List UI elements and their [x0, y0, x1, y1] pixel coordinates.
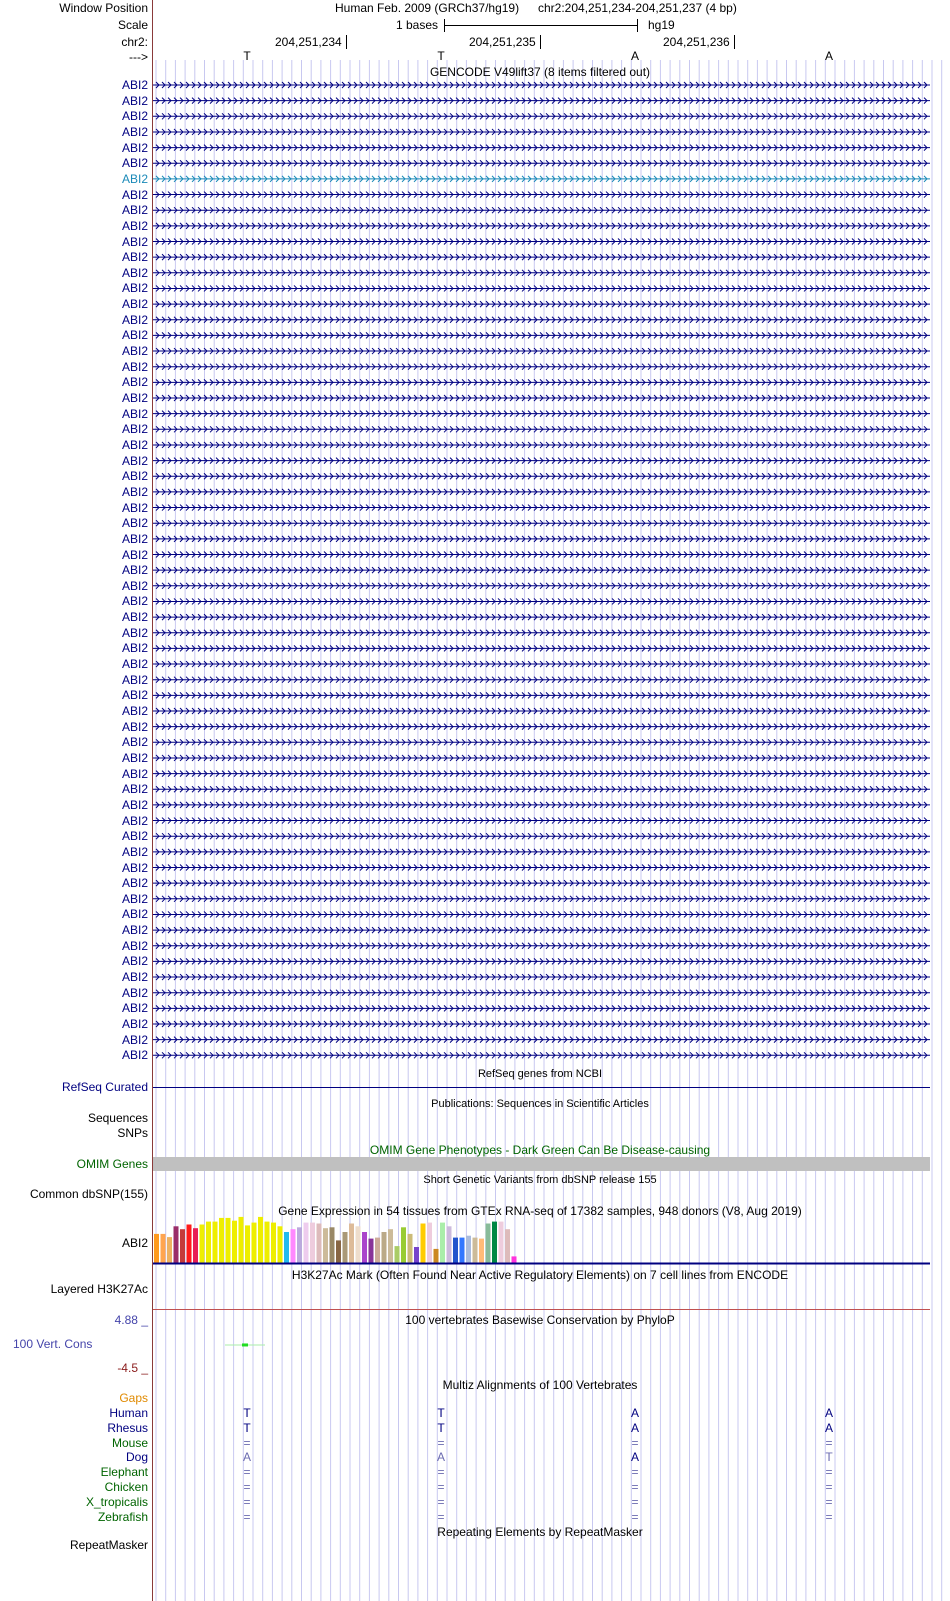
multiz-base: =	[631, 1465, 639, 1480]
gtex-tissue-bar	[479, 1239, 484, 1263]
gencode-transcript-label[interactable]: ABI2	[121, 860, 148, 875]
multiz-base: =	[825, 1435, 833, 1450]
refseq-line[interactable]	[153, 1087, 930, 1088]
gtex-tissue-bar	[447, 1226, 452, 1263]
gtex-tissue-bar	[453, 1238, 458, 1263]
gtex-tissue-bar	[245, 1225, 250, 1263]
gencode-transcript-label[interactable]: ABI2	[121, 985, 148, 1000]
multiz-base: =	[437, 1435, 445, 1450]
publications-sequences-label[interactable]: Sequences	[87, 1111, 148, 1125]
gencode-transcript-label[interactable]: ABI2	[121, 297, 148, 312]
gtex-tissue-bar	[174, 1226, 179, 1263]
scale-bar-left-tick	[444, 19, 445, 32]
gtex-tissue-bar	[356, 1226, 361, 1263]
coord-tick	[540, 35, 541, 49]
gtex-tissue-bar	[239, 1217, 244, 1263]
gtex-tissue-bar	[466, 1236, 471, 1263]
gencode-transcript-label[interactable]: ABI2	[121, 375, 148, 390]
phylop-plot[interactable]	[153, 1320, 930, 1375]
multiz-species-label[interactable]: Dog	[125, 1450, 148, 1465]
ref-base: A	[630, 49, 640, 63]
gtex-tissue-bar	[213, 1222, 218, 1263]
strand-label: --->	[129, 50, 148, 64]
gencode-transcript-label[interactable]: ABI2	[121, 469, 148, 484]
gtex-tissue-bar	[284, 1232, 289, 1263]
gtex-tissue-bar	[349, 1224, 354, 1264]
gencode-transcript-label[interactable]: ABI2	[121, 1048, 148, 1063]
multiz-base: A	[824, 1406, 834, 1420]
gencode-transcript-label[interactable]: ABI2	[121, 594, 148, 609]
gencode-transcript-label[interactable]: ABI2	[121, 516, 148, 531]
gtex-tissue-bar	[486, 1224, 491, 1264]
gtex-tissue-bar	[395, 1246, 400, 1263]
gencode-transcript-label[interactable]: ABI2	[121, 187, 148, 202]
gencode-transcripts[interactable]	[153, 78, 930, 1068]
h3k27ac-label[interactable]: Layered H3K27Ac	[50, 1282, 148, 1296]
multiz-base: T	[437, 1406, 445, 1420]
gencode-transcript-label[interactable]: ABI2	[121, 531, 148, 546]
gtex-tissue-bar	[258, 1217, 263, 1263]
gencode-transcript-label[interactable]: ABI2	[121, 891, 148, 906]
ref-base: T	[437, 49, 445, 63]
scale-text: 1 bases	[396, 18, 439, 32]
gencode-transcript-label[interactable]: ABI2	[121, 970, 148, 985]
gencode-transcript-label[interactable]: ABI2	[121, 281, 148, 296]
gencode-transcript-label[interactable]: ABI2	[121, 406, 148, 421]
gencode-transcript-label[interactable]: ABI2	[121, 140, 148, 155]
multiz-base: =	[825, 1509, 833, 1524]
multiz-species-label[interactable]: Chicken	[104, 1480, 148, 1494]
scale-bar-right-tick	[637, 19, 638, 32]
gencode-transcript-label[interactable]: ABI2	[121, 641, 148, 656]
gencode-transcript-label[interactable]: ABI2	[121, 610, 148, 625]
gencode-transcript-label[interactable]: ABI2	[121, 672, 148, 687]
gtex-tissue-bar	[427, 1223, 432, 1263]
gencode-transcript-label[interactable]: ABI2	[121, 124, 148, 139]
gencode-transcript-label[interactable]: ABI2	[121, 907, 148, 922]
gencode-transcript-label[interactable]: ABI2	[121, 782, 148, 797]
window-position-label: Window Position	[59, 1, 148, 15]
position-text: chr2:204,251,234-204,251,237 (4 bp)	[538, 1, 737, 15]
gencode-transcript-label[interactable]: ABI2	[121, 625, 148, 640]
gencode-transcript-label[interactable]: ABI2	[121, 484, 148, 499]
gtex-tissue-bar	[317, 1224, 322, 1264]
h3k27ac-baseline	[153, 1309, 930, 1310]
gtex-tissue-bar	[434, 1249, 439, 1263]
gencode-transcript-label[interactable]: ABI2	[121, 829, 148, 844]
gtex-tissue-bar	[492, 1222, 497, 1263]
gencode-transcript-label[interactable]: ABI2	[121, 453, 148, 468]
coord-label: 204,251,235	[469, 35, 536, 49]
gtex-tissue-bar	[323, 1228, 328, 1263]
gtex-tissue-bar	[369, 1239, 374, 1263]
multiz-base: =	[631, 1494, 639, 1509]
gencode-transcript-label[interactable]: ABI2	[121, 735, 148, 750]
gtex-gene-label[interactable]: ABI2	[121, 1236, 148, 1250]
gtex-tissue-bar	[343, 1232, 348, 1263]
gtex-tissue-bar	[226, 1218, 231, 1263]
multiz-base: =	[825, 1494, 833, 1509]
refseq-label[interactable]: RefSeq Curated	[61, 1080, 148, 1094]
phylop-ymin-label: -4.5 _	[117, 1361, 148, 1375]
multiz-base: =	[437, 1494, 445, 1509]
gtex-tissue-bar	[499, 1222, 504, 1263]
gencode-transcript-label[interactable]: ABI2	[121, 797, 148, 812]
gencode-transcript-label[interactable]: ABI2	[121, 422, 148, 437]
publications-snps-label[interactable]: SNPs	[117, 1126, 148, 1140]
gencode-transcript-label[interactable]: ABI2	[121, 954, 148, 969]
gtex-tissue-bar	[187, 1225, 192, 1264]
multiz-base: =	[243, 1435, 251, 1450]
gtex-tissue-bar	[180, 1229, 185, 1263]
gencode-transcript-label[interactable]: ABI2	[121, 1032, 148, 1047]
gencode-transcript-label[interactable]: ABI2	[121, 750, 148, 765]
multiz-base: =	[437, 1509, 445, 1524]
gencode-transcript-label[interactable]: ABI2	[121, 500, 148, 515]
gtex-track-title[interactable]: Gene Expression in 54 tissues from GTEx RNA-seq of 17382 samples, 948 donors (V8, Aug 2019)	[278, 1204, 802, 1218]
gtex-tissue-bar	[401, 1227, 406, 1263]
gencode-transcript-label[interactable]: ABI2	[121, 923, 148, 938]
gencode-transcript-label[interactable]: ABI2	[121, 93, 148, 108]
gtex-tissue-bar	[382, 1232, 387, 1263]
multiz-species-label[interactable]: Human	[109, 1406, 148, 1420]
gtex-tissue-bar	[421, 1224, 426, 1264]
omim-track-title[interactable]: OMIM Gene Phenotypes - Dark Green Can Be Disease-causing	[369, 1143, 711, 1157]
gtex-tissue-bar	[473, 1238, 478, 1263]
gtex-tissue-bar	[154, 1234, 159, 1263]
gtex-tissue-bar	[206, 1222, 211, 1263]
gtex-tissue-bar	[271, 1223, 276, 1263]
multiz-base: A	[242, 1450, 252, 1465]
gencode-transcript-label[interactable]: ABI2	[121, 437, 148, 452]
gencode-transcript-label[interactable]: ABI2	[121, 719, 148, 734]
gencode-transcript-label[interactable]: ABI2	[121, 78, 148, 92]
repeatmasker-label[interactable]: RepeatMasker	[69, 1538, 148, 1552]
gtex-tissue-bar	[161, 1234, 166, 1263]
gtex-tissue-bar	[375, 1238, 380, 1263]
phylop-label[interactable]: 100 Vert. Cons	[13, 1337, 93, 1351]
gtex-tissue-bar	[408, 1234, 413, 1263]
gtex-tissue-bar	[193, 1228, 198, 1263]
dbsnp-label[interactable]: Common dbSNP(155)	[29, 1187, 148, 1201]
multiz-base: =	[631, 1509, 639, 1524]
omim-gene-bar[interactable]	[153, 1157, 930, 1171]
dbsnp-track-title[interactable]: Short Genetic Variants from dbSNP release 155	[423, 1174, 657, 1186]
multiz-base: =	[631, 1435, 639, 1450]
refseq-track-title[interactable]: RefSeq genes from NCBI	[477, 1068, 603, 1080]
gencode-transcript-label[interactable]: ABI2	[121, 359, 148, 374]
gtex-tissue-bar	[460, 1238, 465, 1263]
multiz-base: T	[243, 1420, 251, 1435]
multiz-base: =	[437, 1480, 445, 1494]
ref-base: T	[243, 49, 251, 63]
multiz-species-label[interactable]: Rhesus	[107, 1420, 148, 1435]
gencode-transcript-label[interactable]: ABI2	[121, 344, 148, 359]
multiz-base: =	[631, 1480, 639, 1494]
gencode-transcript-label[interactable]: ABI2	[121, 1001, 148, 1016]
multiz-species-label[interactable]: Elephant	[100, 1465, 148, 1480]
gencode-transcript-label[interactable]: ABI2	[121, 563, 148, 578]
scale-label: Scale	[117, 18, 148, 32]
h3k27ac-track-title[interactable]: H3K27Ac Mark (Often Found Near Active Regulatory Elements) on 7 cell lines from ENCODE	[291, 1268, 789, 1282]
gencode-transcript-label[interactable]: ABI2	[121, 688, 148, 703]
gtex-tissue-bar	[200, 1225, 205, 1264]
gencode-transcript-label[interactable]: ABI2	[121, 704, 148, 718]
gencode-transcript-label[interactable]: ABI2	[121, 234, 148, 249]
multiz-base: =	[437, 1465, 445, 1480]
gencode-transcript-label[interactable]: ABI2	[121, 766, 148, 781]
db-text: hg19	[648, 18, 675, 32]
gtex-tissue-bar	[291, 1229, 296, 1263]
gtex-tissue-bar	[167, 1237, 172, 1263]
phylop-score-bar	[242, 1343, 248, 1346]
repeatmasker-track-title[interactable]: Repeating Elements by RepeatMasker	[437, 1525, 643, 1539]
gtex-tissue-bar	[505, 1229, 510, 1263]
gencode-transcript-label[interactable]: ABI2	[121, 265, 148, 280]
multiz-base: A	[436, 1450, 446, 1465]
publications-track-title[interactable]: Publications: Sequences in Scientific Articles	[431, 1098, 649, 1110]
gtex-tissue-bar	[440, 1223, 445, 1263]
gencode-transcript-label[interactable]: ABI2	[121, 328, 148, 343]
phylop-ymax-label: 4.88 _	[114, 1313, 148, 1327]
multiz-base: =	[825, 1480, 833, 1494]
gencode-transcript-label[interactable]: ABI2	[121, 876, 148, 891]
multiz-base: T	[437, 1420, 445, 1435]
gtex-tissue-bar	[362, 1232, 367, 1263]
gtex-tissue-bar	[265, 1222, 270, 1263]
gencode-transcript-label[interactable]: ABI2	[121, 250, 148, 265]
gtex-tissue-bar	[330, 1227, 335, 1263]
gencode-transcript-label[interactable]: ABI2	[121, 578, 148, 593]
multiz-base: =	[243, 1480, 251, 1494]
gencode-transcript-label[interactable]: ABI2	[121, 938, 148, 953]
gencode-transcript-label[interactable]: ABI2	[121, 547, 148, 562]
multiz-species-label[interactable]: Mouse	[111, 1435, 148, 1450]
gtex-tissue-bar	[278, 1226, 283, 1263]
gtex-tissue-bar	[310, 1223, 315, 1263]
multiz-base: A	[630, 1420, 640, 1435]
gencode-transcript-label[interactable]: ABI2	[121, 156, 148, 171]
multiz-species-label[interactable]: Zebrafish	[97, 1509, 148, 1524]
multiz-base: T	[825, 1450, 833, 1465]
gtex-tissue-bar	[219, 1218, 224, 1263]
multiz-gaps-label: Gaps	[119, 1391, 148, 1405]
gtex-tissue-bar	[297, 1227, 302, 1263]
phylop-track-title[interactable]: 100 vertebrates Basewise Conservation by PhyloP	[405, 1313, 675, 1327]
multiz-species-label[interactable]: X_tropicalis	[85, 1494, 148, 1509]
scale-bar	[444, 25, 638, 26]
coord-tick	[734, 35, 735, 49]
gencode-transcript-label[interactable]: ABI2	[121, 844, 148, 859]
multiz-base: =	[243, 1494, 251, 1509]
gtex-tissue-bar	[232, 1221, 237, 1263]
gencode-transcript-label[interactable]: ABI2	[121, 813, 148, 828]
gtex-tissue-bar	[414, 1247, 419, 1263]
gencode-transcript-label[interactable]: ABI2	[121, 203, 148, 218]
gencode-transcript-label[interactable]: ABI2	[121, 312, 148, 327]
multiz-base: A	[630, 1450, 640, 1465]
gencode-transcript-label[interactable]: ABI2	[121, 218, 148, 233]
gtex-tissue-bar	[252, 1223, 257, 1263]
gencode-transcript-label[interactable]: ABI2	[121, 1017, 148, 1031]
omim-label[interactable]: OMIM Genes	[76, 1157, 148, 1171]
coord-label: 204,251,234	[275, 35, 342, 49]
gencode-transcript-label[interactable]: ABI2	[121, 391, 148, 405]
coord-tick	[346, 35, 347, 49]
multiz-base: =	[243, 1465, 251, 1480]
multiz-base: A	[630, 1406, 640, 1420]
gencode-track-title[interactable]: GENCODE V49lift37 (8 items filtered out)	[429, 65, 651, 79]
chrom-label: chr2:	[121, 35, 148, 49]
assembly-text: Human Feb. 2009 (GRCh37/hg19)	[335, 1, 520, 15]
multiz-base: A	[824, 1420, 834, 1435]
gtex-tissue-bar	[304, 1223, 309, 1263]
gencode-transcript-label[interactable]: ABI2	[121, 171, 148, 186]
gtex-tissue-bar	[336, 1240, 341, 1263]
multiz-base: T	[243, 1406, 251, 1420]
gtex-tissue-bar	[388, 1229, 393, 1263]
gencode-transcript-label[interactable]: ABI2	[121, 657, 148, 672]
ref-base: A	[824, 49, 834, 63]
gencode-transcript-label[interactable]: ABI2	[121, 109, 148, 124]
multiz-track-title[interactable]: Multiz Alignments of 100 Vertebrates	[442, 1378, 638, 1392]
multiz-base: =	[243, 1509, 251, 1524]
multiz-base: =	[825, 1465, 833, 1480]
coord-label: 204,251,236	[663, 35, 730, 49]
gtex-tissue-bar	[512, 1256, 517, 1263]
gtex-bar-chart[interactable]	[153, 1216, 930, 1266]
